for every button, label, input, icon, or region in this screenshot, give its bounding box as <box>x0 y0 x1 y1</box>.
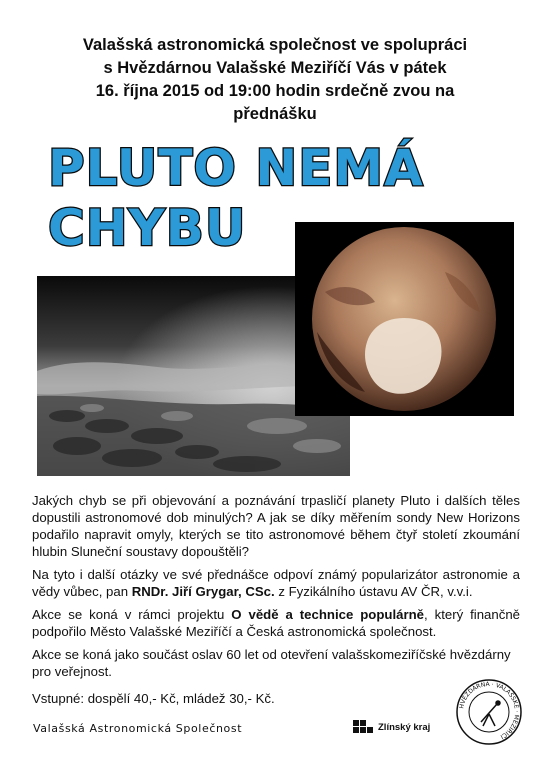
zlinsky-kraj-logo <box>353 720 430 734</box>
kraj-squares-icon <box>353 720 373 734</box>
header-line: přednášku <box>233 105 317 123</box>
speaker-text-a: Na tyto i další otázky ve své přednášce odpoví známý popularizátor astronomie a vědy vůbec, pan <box>32 567 520 599</box>
telescope-icon <box>481 701 500 726</box>
pluto-globe-photo <box>295 222 514 416</box>
title-line-1: PLUTO NEMÁ <box>48 139 424 197</box>
paragraph-project <box>32 606 520 640</box>
project-text-a: Akce se koná v rámci projektu <box>32 607 232 622</box>
observatory-seal-logo <box>455 678 523 746</box>
project-name: O vědě a technice populárně <box>231 607 424 622</box>
society-name: Valašská Astronomická Společnost <box>33 722 243 735</box>
paragraph-speaker <box>32 566 520 600</box>
header-line: Valašská astronomická společnost ve spolupráci <box>82 36 468 54</box>
project-text-c: , který finančně podpořilo Město Valašské Meziříčí a Česká astronomická společnost. <box>32 607 520 639</box>
invitation-header <box>30 34 520 126</box>
paragraph-anniversary: Akce se koná jako součást oslav 60 let od otevření valašskomeziříčské hvězdárny pro veřejnost. <box>32 647 511 679</box>
admission-fee: Vstupné: dospělí 40,- Kč, mládež 30,- Kč. <box>32 691 275 706</box>
seal-text: HVĚZDÁRNA · VALAŠSKÉ · MEZIŘÍČÍ <box>458 680 521 741</box>
speaker-text-c: z Fyzikálního ústavu AV ČR, v.v.i. <box>274 584 473 599</box>
header-line: s Hvězdárnou Valašské Meziříčí Vás v pátek <box>103 59 447 77</box>
paragraph-intro: Jakých chyb se při objevování a poznávání trpasličí planety Pluto i dalších těles dopustili astronomové dob minulých? A jak se díky měřením sondy New Horizons podařilo napravit omyly, kterých se tito astronomové během čtyř století zkoumání hlubin Sluneční soustavy dopouštěli? <box>32 493 520 559</box>
header-line: 16. října 2015 od 19:00 hodin srdečně zvou na <box>95 82 455 100</box>
lecture-description <box>32 492 520 713</box>
speaker-name: RNDr. Jiří Grygar, CSc. <box>131 584 275 599</box>
title-line-2: CHYBU <box>48 199 247 257</box>
kraj-label: Zlínský kraj <box>378 721 431 733</box>
